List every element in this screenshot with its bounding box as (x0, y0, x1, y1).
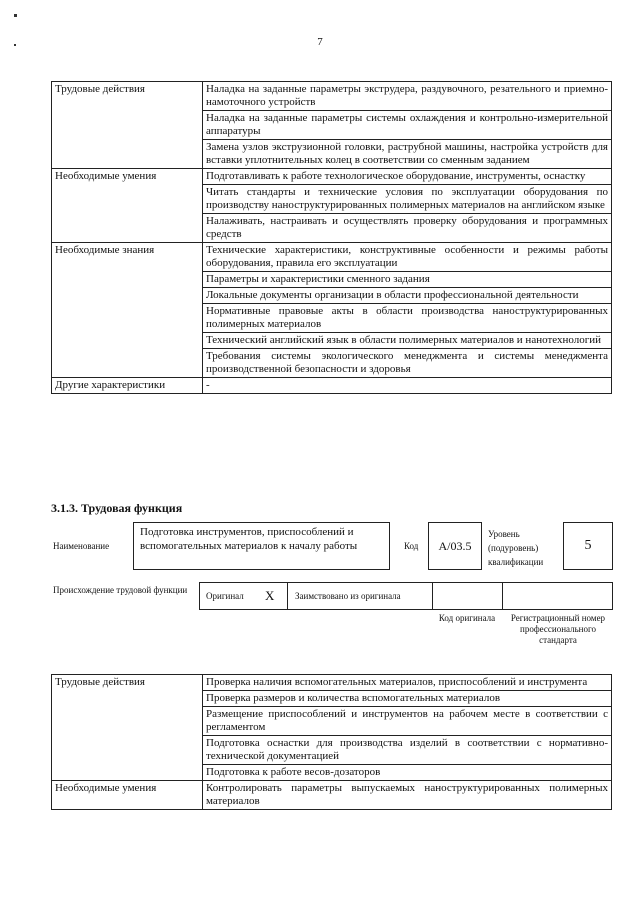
borrowed-label: Заимствовано из оригинала (295, 591, 401, 601)
competency-table-1 (51, 81, 612, 394)
row-item: Подготовка к работе весов-дозаторов (203, 765, 612, 781)
orig-code-label: Код оригинала (438, 613, 496, 623)
row-item: - (203, 378, 612, 394)
row-item: Требования системы экологического менеджмента и системы менеджмента производственной безопасности и здоровья (203, 349, 612, 378)
table-row (52, 243, 612, 272)
row-label: Необходимые умения (52, 781, 203, 810)
origin-row (199, 582, 613, 610)
original-mark: X (265, 588, 275, 603)
row-item: Наладка на заданные параметры экструдера, раздувочного, резательного и приемно-намоточного устройств (203, 82, 612, 111)
row-item: Размещение приспособлений и инструментов на рабочем месте в соответствии с регламентом (203, 707, 612, 736)
row-item: Наладка на заданные параметры системы охлаждения и контрольно-измерительной аппаратуры (203, 111, 612, 140)
row-item: Проверка размеров и количества вспомогательных материалов (203, 691, 612, 707)
table-row (52, 675, 612, 691)
name-box (133, 522, 390, 570)
scan-mark (14, 14, 17, 17)
row-label: Трудовые действия (52, 82, 203, 169)
divider (432, 583, 433, 609)
row-label: Другие характеристики (52, 378, 203, 394)
table-row (52, 781, 612, 810)
competency-table-2 (51, 674, 612, 810)
row-item: Проверка наличия вспомогательных материалов, приспособлений и инструмента (203, 675, 612, 691)
table-row (52, 82, 612, 111)
reg-number-label: Регистрационный номер профессионального стандарта (510, 613, 606, 645)
row-item: Нормативные правовые акты в области производства наноструктурированных полимерных материалов (203, 304, 612, 333)
row-item: Налаживать, настраивать и осуществлять проверку оборудования и программных средств (203, 214, 612, 243)
row-item: Подготавливать к работе технологическое оборудование, инструменты, оснастку (203, 169, 612, 185)
row-item: Контролировать параметры выпускаемых наноструктурированных полимерных материалов (203, 781, 612, 810)
level-label: Уровень (подуровень) квалификации (488, 529, 544, 567)
row-item: Локальные документы организации в области профессиональной деятельности (203, 288, 612, 304)
row-label: Необходимые знания (52, 243, 203, 378)
table-row (52, 169, 612, 185)
row-item: Параметры и характеристики сменного задания (203, 272, 612, 288)
page-number: 7 (317, 36, 323, 48)
code-value: A/03.5 (428, 522, 482, 570)
function-name: Подготовка инструментов, приспособлений и вспомогательных материалов к началу работы (140, 526, 358, 552)
row-item: Читать стандарты и технические условия по эксплуатации оборудования по производству наноструктурированных полимерных материалов на английском языке (203, 185, 612, 214)
row-item: Технические характеристики, конструктивные особенности и режимы работы оборудования, правила его эксплуатации (203, 243, 612, 272)
row-label: Необходимые умения (52, 169, 203, 243)
table-row (52, 378, 612, 394)
original-label: Оригинал (206, 591, 244, 601)
code-label: Код (404, 541, 419, 551)
row-item: Технический английский язык в области полимерных материалов и нанотехнологий (203, 333, 612, 349)
row-label: Трудовые действия (52, 675, 203, 781)
divider (287, 583, 288, 609)
level-value: 5 (563, 522, 613, 570)
name-label: Наименование (53, 541, 110, 551)
section-title: 3.1.3. Трудовая функция (51, 501, 183, 515)
row-item: Замена узлов экструзионной головки, раструбной машины, настройка устройств для вставки уплотнительных колец в соответствии со сменным заданием (203, 140, 612, 169)
row-item: Подготовка оснастки для производства изделий в соответствии с нормативно-технической документацией (203, 736, 612, 765)
origin-label: Происхождение трудовой функции (53, 585, 188, 595)
divider (502, 583, 503, 609)
